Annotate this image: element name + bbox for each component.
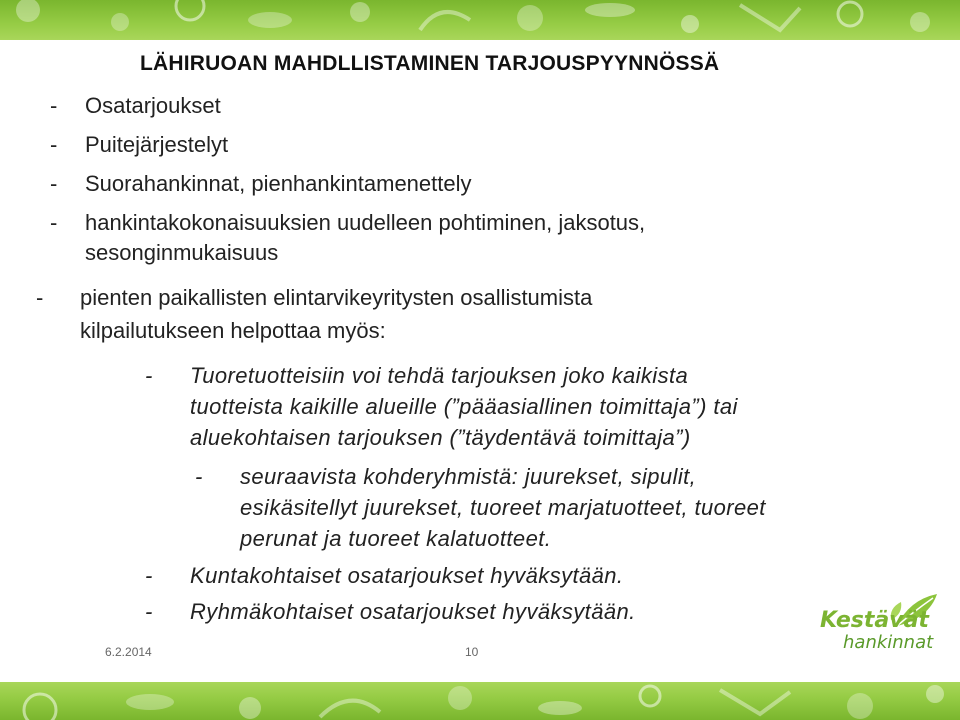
- list-item: Puitejärjestelyt: [85, 132, 229, 157]
- sub1-line2: tuotteista kaikille alueille (”pääasiallinen toimittaja”) tai: [190, 394, 738, 419]
- bullet-dash: -: [50, 171, 58, 196]
- food-pattern-decoration: [0, 0, 960, 40]
- bullet-dash: -: [36, 285, 44, 310]
- bullet-dash: -: [145, 563, 153, 588]
- kestavat-hankinnat-logo: [815, 590, 945, 660]
- bullet-dash: -: [50, 210, 58, 235]
- logo-word-kestavat: Kestävät: [820, 608, 929, 633]
- top-decorative-band: [0, 0, 960, 40]
- bullet-dash: -: [50, 132, 58, 157]
- page-number: 10: [465, 645, 479, 659]
- sub2-text: Kuntakohtaiset osatarjoukset hyväksytään.: [190, 563, 624, 588]
- sub1-line1: Tuoretuotteisiin voi tehdä tarjouksen joko kaikista: [190, 363, 689, 388]
- list-item: Osatarjoukset: [85, 93, 221, 118]
- list-item: hankintakokonaisuuksien uudelleen pohtiminen, jaksotus,: [85, 210, 646, 235]
- sub3-text: Ryhmäkohtaiset osatarjoukset hyväksytään.: [190, 599, 636, 624]
- bullet-dash: -: [50, 93, 58, 118]
- point2-line1: pienten paikallisten elintarvikeyritysten osallistumista: [80, 285, 593, 310]
- point2-line2: kilpailutukseen helpottaa myös:: [80, 318, 386, 343]
- list-item: Suorahankinnat, pienhankintamenettely: [85, 171, 472, 196]
- subsub1-line1: seuraavista kohderyhmistä: juurekset, sipulit,: [240, 464, 697, 489]
- bullet-dash: -: [145, 363, 153, 388]
- bullet-dash: -: [195, 464, 203, 489]
- logo-word-hankinnat: hankinnat: [843, 632, 934, 653]
- footer-date: 6.2.2014: [105, 645, 152, 659]
- subsub1-line2: esikäsitellyt juurekset, tuoreet marjatuotteet, tuoreet: [240, 495, 766, 520]
- bottom-decorative-band: [0, 682, 960, 720]
- list-item-continuation: sesonginmukaisuus: [85, 240, 279, 265]
- slide-title: LÄHIRUOAN MAHDLLISTAMINEN TARJOUSPYYNNÖSSÄ: [140, 52, 720, 75]
- food-pattern-decoration: [0, 682, 960, 720]
- bullet-dash: -: [145, 599, 153, 624]
- subsub1-line3: perunat ja tuoreet kalatuotteet.: [240, 526, 552, 551]
- sub1-line3: aluekohtaisen tarjouksen (”täydentävä toimittaja”): [190, 425, 691, 450]
